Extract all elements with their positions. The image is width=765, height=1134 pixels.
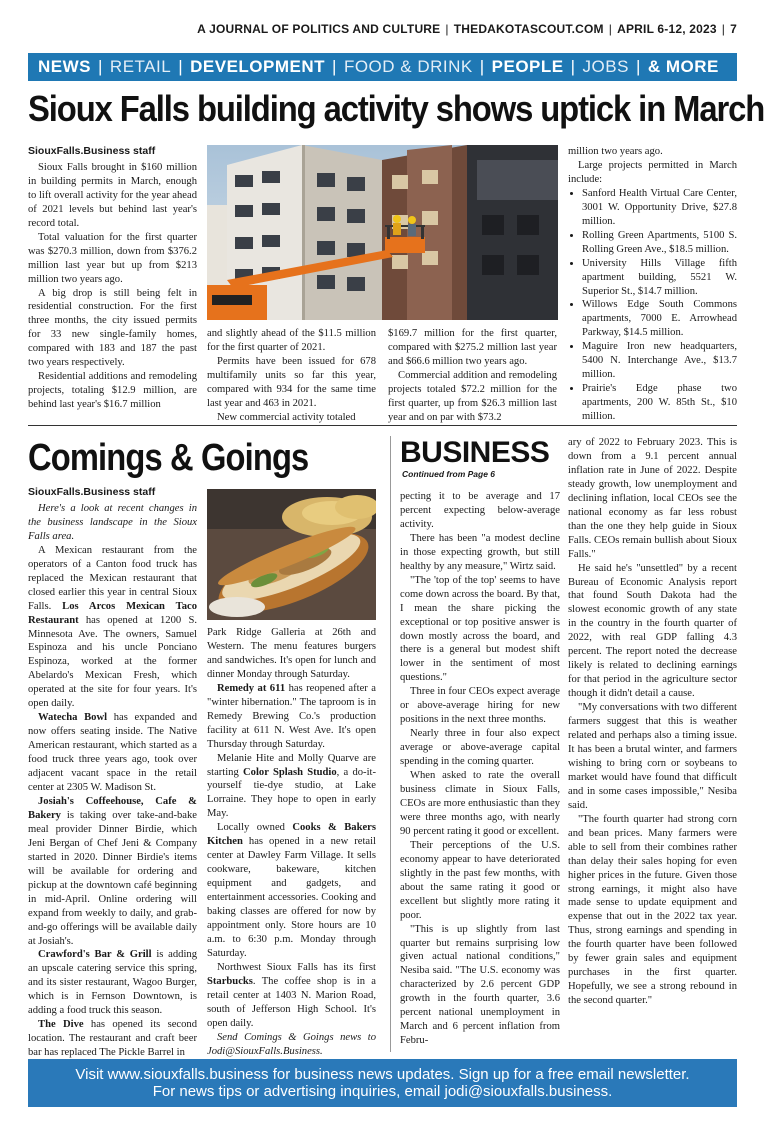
- paragraph-text: has expanded and now offers seating inside. The Native American restaurant, which started as a food truck three years ago, took over adjacent vacant space in the retail center at 2305 W. Madison St.: [28, 712, 198, 794]
- nav-separator: |: [98, 57, 103, 76]
- paragraph: Total valuation for the first quarter was $270.3 million, down from $376.2 million last year but up from $213 million two years ago.: [28, 231, 197, 285]
- site-link[interactable]: THEDAKOTASCOUT.COM: [453, 22, 604, 36]
- paragraph-text: has opened its second location. The restaurant and craft beer bar has replaced The Pickle Barrel in: [28, 1019, 197, 1059]
- project-list-item: • Rolling Green Apartments, 5100 S. Rolling Green Ave., $18.5 million.: [582, 229, 737, 257]
- nav-separator: |: [570, 57, 576, 76]
- story1-col4-lead: Large projects permitted in March include:: [568, 159, 737, 185]
- nav-separator: |: [178, 57, 184, 76]
- project-list-item: • Willows Edge South Commons apartments, 7000 E. Arrowhead Parkway, $14.5 million.: [582, 298, 737, 340]
- paragraph-text: has opened in a new retail center at Dawley Farm Village. It sells cookware, bakeware, kitchen equipment and gadgets, and entertainment accessories. Cooking and baking classes are offered for now by appointment only. Store hours are 10 a.m. to 6:30 p.m. Monday through Saturday.: [207, 836, 376, 959]
- paragraph-text: A Mexican restaurant from the operators of a Canton food truck has replaced the Mexican restaurant that closed earlier this year in central Sioux Falls.: [28, 544, 197, 612]
- project-list-item: • University Hills Village fifth apartment building, 5521 W. Superior St., $14.7 million.: [582, 257, 737, 299]
- project-list: [568, 187, 737, 424]
- paragraph-text: has reopened after a "winter hibernation." The taproom is in Remedy Brewing Co.'s production facility at 611 N. West Ave. It's open Thursday through Saturday.: [207, 682, 376, 750]
- story2-headline: Comings & Goings: [28, 437, 309, 479]
- paragraph-text: Melanie Hite and Molly Quarve are starting: [207, 752, 376, 778]
- nav-item[interactable]: NEWS: [38, 57, 91, 76]
- paragraph: Three in four CEOs expect average or above-average hiring for new positions in the next three months.: [400, 686, 560, 726]
- paragraph: Permits have been issued for 678 multifamily units so far this year, compared with 934 for the same time last year and 463 in 2021.: [207, 355, 376, 409]
- column-divider: [390, 436, 391, 1052]
- paragraph: "The fourth quarter had strong corn and bean prices. Many farmers were able to sell from their combines rather than delay their sales hoping for even higher prices in the future. Given those strong earnings, it might also have made sense to update equipment and expense that out in the 2022 tax year. Thus, strong earnings and spending in the fourth quarter have been followed by fewer grain sales and equipment purchases in the first quarter. Hopefully, we see a strong rebound in the second quarter.": [568, 813, 737, 1007]
- journal-tagline: A JOURNAL OF POLITICS AND CULTURE: [197, 22, 441, 36]
- story1-col4: [568, 145, 737, 424]
- nav-separator: |: [332, 57, 337, 76]
- paragraph: "My conversations with two different farmers suggest that this is weather related and perhaps also a timing issue. It has been a brutal winter, and farmers wishing to bring corn or soybeans to market would have found that difficult and in some cases impossible," Nesiba said.: [568, 702, 737, 811]
- nav-item[interactable]: & MORE: [647, 57, 719, 76]
- story2-signoff: Send Comings & Goings news to Jodi@SiouxFalls.Business.: [207, 1031, 376, 1057]
- paragraph: [207, 821, 376, 961]
- story2-col1: [28, 486, 197, 1060]
- story3-col1: [400, 490, 560, 1048]
- story1-byline: SiouxFalls.Business staff: [28, 145, 156, 157]
- nav-item[interactable]: FOOD & DRINK: [343, 57, 473, 76]
- paragraph-text: Locally owned: [217, 822, 293, 834]
- business-name: Remedy at 611: [217, 682, 286, 694]
- construction-photo-svg: [207, 145, 558, 320]
- paragraph-text: is adding an upscale catering service this spring, and its sister restaurant, Wagoo Burger, which is in Fernson Downtown, is adding a food truck this season.: [28, 949, 197, 1017]
- paragraph-text: has opened at 1200 S. Minnesota Ave. The owners, Samuel Espinoza and his uncle Ponciano Espinoza, worked at the former Abelardo's Mexican Fresh, which operated at the site for four years. It's open daily.: [28, 614, 197, 710]
- business-name: Josiah's Coffeehouse, Cafe & Bakery: [28, 795, 197, 821]
- business-name: Crawford's Bar & Grill: [38, 949, 152, 961]
- paragraph: There has been "a modest decline in those expecting growth, but still healthy by any measure," Wirtz said.: [400, 532, 560, 572]
- paragraph: When asked to rate the overall business climate in Sioux Falls, CEOs are more enthusiastic than they were three months ago, with nearly 90 percent rating it good or excellent.: [400, 770, 560, 837]
- newsletter-line1[interactable]: Visit www.siouxfalls.business for business news updates. Sign up for a free email newsletter.: [75, 1066, 690, 1083]
- paragraph-text: , a do-it-yourself tie-dye studio, at Lake Lorraine. They hope to open in early May.: [207, 766, 376, 820]
- paragraph: "The 'top of the top' seems to have come down across the board. By that, I mean the share picking the exceptional or top positive answer is down mostly across the board, and there is a general but modest shift lower in the sentiment of most questions.": [400, 574, 560, 684]
- paragraph: [207, 682, 376, 752]
- business-name: Cooks & Bakers Kitchen: [207, 822, 376, 848]
- story2-col2: [207, 626, 376, 1059]
- story1-col3: [388, 327, 557, 425]
- page-header: A JOURNAL OF POLITICS AND CULTURE | THEDAKOTASCOUT.COM | APRIL 6-12, 2023 | 7: [197, 22, 737, 36]
- project-list-item: • Sanford Health Virtual Care Center, 3001 W. Opportunity Drive, $27.8 million.: [582, 187, 737, 229]
- sandwich-photo-svg: [207, 489, 376, 620]
- sandwich-photo: [207, 489, 376, 620]
- paragraph-text: Park Ridge Galleria at 26th and Western. The menu features burgers and sandwiches. It's open for lunch and dinner Monday through Saturday.: [207, 627, 376, 680]
- nav-separator: |: [635, 57, 641, 76]
- nav-item[interactable]: PEOPLE: [491, 57, 564, 76]
- paragraph: ary of 2022 to February 2023. This is down from a 9.1 percent annual inflation rate in June of 2022. Despite steady growth, low unemployment and declining inflation, local CEOs see the national economy as far less robust than the one they help guide in Sioux Falls. CEOs remain bullish about Sioux Falls.": [568, 437, 737, 560]
- business-name: The Dive: [38, 1019, 84, 1031]
- paragraph: $169.7 million for the first quarter, compared with $275.2 million last year and $66.6 million two years ago.: [388, 328, 557, 367]
- section-divider: [28, 425, 737, 426]
- story1-col1: [28, 145, 197, 412]
- paragraph-text: Northwest Sioux Falls has its first: [217, 961, 376, 973]
- business-name: Starbucks: [207, 975, 253, 987]
- paragraph: Their perceptions of the U.S. economy appear to have deteriorated slightly in the past few months, with about the same rating it good or excellent but slightly more rating it poor.: [400, 839, 560, 921]
- paragraph: [28, 1018, 197, 1060]
- page-number: 7: [730, 22, 737, 36]
- story1-headline: Sioux Falls building activity shows uptick in March: [28, 88, 765, 129]
- story3-col2: [568, 436, 737, 1008]
- nav-item[interactable]: DEVELOPMENT: [190, 57, 326, 76]
- project-list-item: • Maguire Iron new headquarters, 5400 N. Interchange Ave., $13.7 million.: [582, 340, 737, 382]
- paragraph-text: . The coffee shop is in a retail center at 1403 N. Marion Road, south of Jefferson High School. It's open daily.: [207, 975, 376, 1029]
- paragraph: Commercial addition and remodeling projects totaled $72.2 million for the first quarter, up from $26.3 million last year and on par with $73.2: [388, 369, 557, 423]
- business-name: Los Arcos Mexican Taco Restaurant: [28, 600, 197, 626]
- story2-intro: Here's a look at recent changes in the business landscape in the Sioux Falls area.: [28, 502, 197, 542]
- business-name: Watecha Bowl: [38, 712, 108, 724]
- construction-photo: [207, 145, 558, 320]
- paragraph: [28, 711, 197, 795]
- business-name: Color Splash Studio: [243, 766, 337, 778]
- paragraph: [28, 544, 197, 711]
- paragraph: [28, 795, 197, 948]
- paragraph-text: is taking over take-and-bake meal provider Dinner Birdie, which Jeni Bergan of Chef Jeni & Company started in 2020. Dinner Birdie's items will be available for ordering and pickup at the downtown café beginning in mid-April. Online ordering will expand from weekly to daily, and grab-and-go offerings will be available daily at Josiah's.: [28, 809, 197, 947]
- project-list-item: • Prairie's Edge phase two apartments, 200 W. 85th St., $10 million.: [582, 382, 737, 424]
- paragraph: New commercial activity totaled: [217, 411, 356, 423]
- nav-item[interactable]: RETAIL: [109, 57, 172, 76]
- paragraph: "This is up slightly from last quarter but remains surprising low given actual national conditions," Nesiba said. "The U.S. economy was characterized by 2.6 percent GDP growth in the fourth quarter, 3.6 percent national unemployment in March and 6 percent inflation from Febru-: [400, 923, 560, 1047]
- paragraph: pecting it to be average and 17 percent expecting below-average activity.: [400, 491, 560, 530]
- paragraph: [207, 752, 376, 822]
- continued-note: Continued from Page 6: [402, 469, 496, 479]
- section-nav: [28, 53, 737, 81]
- paragraph: He said he's "unsettled" by a recent Bureau of Economic Analysis report that found South Dakota had the slowest economic growth of any state in the country in the fourth quarter of 2022, with real GDP falling 4.3 percent. The report noted the decrease likely is related to declining earnings for that period in the agriculture sector though it didn't detail a cause.: [568, 562, 737, 700]
- issue-date: APRIL 6-12, 2023: [617, 22, 717, 36]
- paragraph: Residential additions and remodeling projects, totaling $12.9 million, are behind last year's $16.7 million: [28, 371, 197, 411]
- story3-headline: BUSINESS: [400, 436, 550, 469]
- paragraph: Nearly three in four also expect average or above-average capital spending in the coming quarter.: [400, 728, 560, 768]
- paragraph: and slightly ahead of the $11.5 million for the first quarter of 2021.: [207, 328, 376, 353]
- paragraph: [207, 626, 376, 682]
- story2-byline: SiouxFalls.Business staff: [28, 486, 156, 498]
- newsletter-banner: [28, 1059, 737, 1107]
- paragraph: [207, 961, 376, 1031]
- story1-col4-intro: million two years ago.: [568, 146, 663, 157]
- paragraph: [28, 948, 197, 1018]
- story1-col2: [207, 327, 376, 425]
- nav-item[interactable]: JOBS: [582, 57, 629, 76]
- paragraph: Sioux Falls brought in $160 million in building permits in March, enough to lift overall activity for the year ahead of 2021 levels but behind last year's record total.: [28, 161, 197, 229]
- paragraph: A big drop is still being felt in residential construction. For the first three months, the city issued permits for 33 new single-family homes, compared with 183 and 187 the past two years respectively.: [28, 287, 197, 369]
- nav-separator: |: [479, 57, 485, 76]
- newsletter-line2[interactable]: For news tips or advertising inquiries, email jodi@siouxfalls.business.: [152, 1083, 613, 1100]
